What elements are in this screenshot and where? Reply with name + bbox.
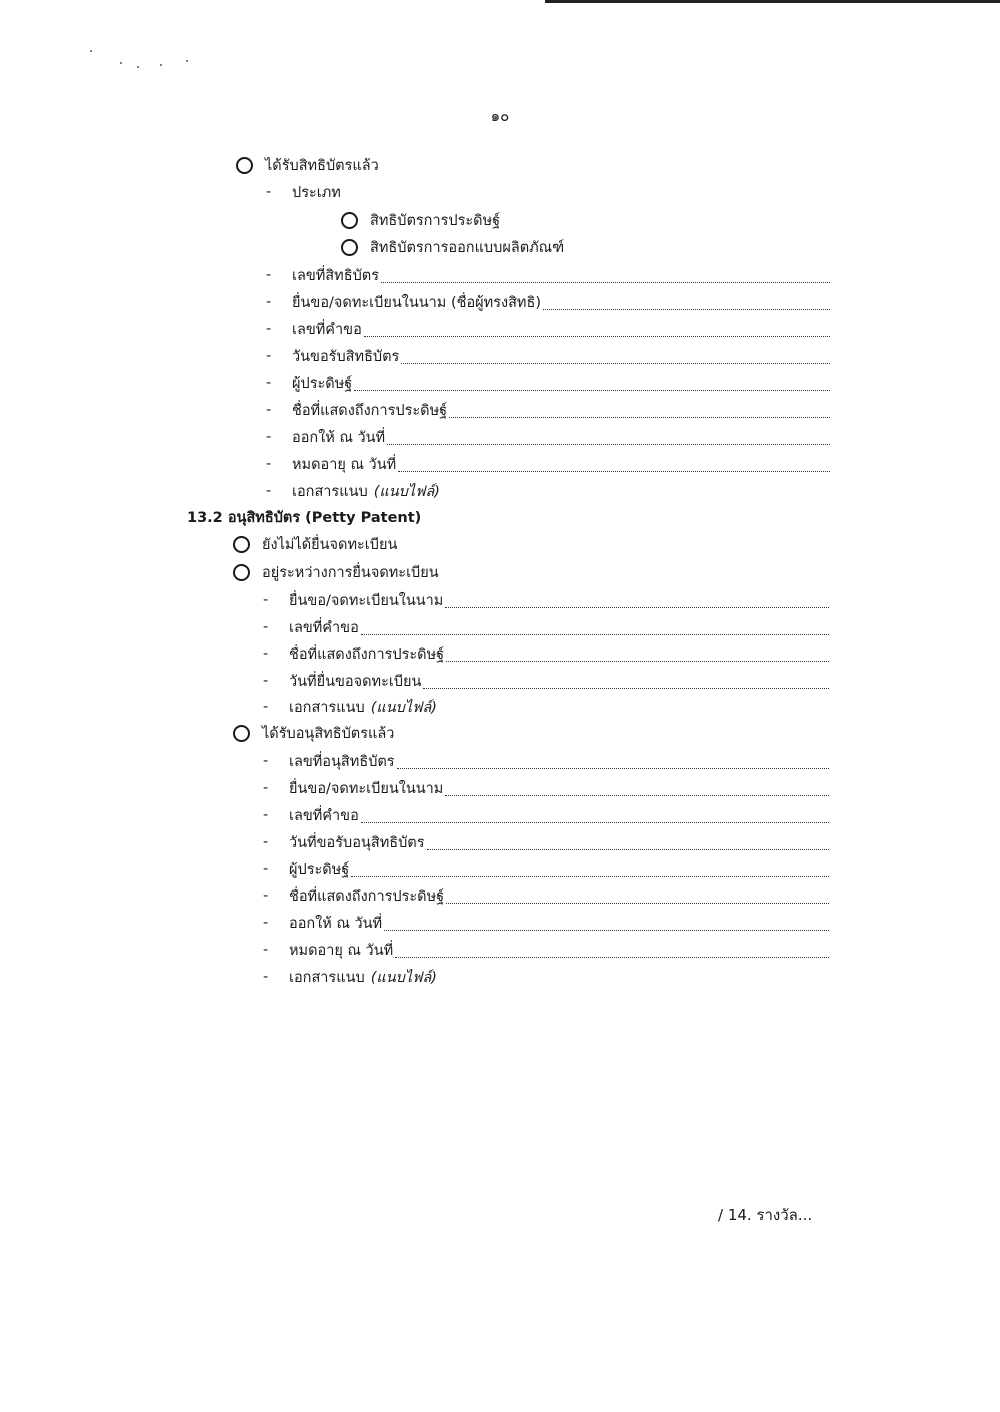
radio-circle-icon[interactable]: [233, 564, 250, 581]
field-label: ยื่นขอ/จดทะเบียนในนาม: [289, 780, 444, 797]
field-label: เลขที่คำขอ: [289, 807, 359, 824]
field-label: ผู้ประดิษฐ์: [289, 861, 350, 878]
field-label: ยื่นขอ/จดทะเบียนในนาม: [289, 592, 444, 609]
fill-in-line[interactable]: [397, 767, 829, 769]
option-design-patent[interactable]: [341, 234, 564, 260]
field-label: ยื่นขอ/จดทะเบียนในนาม (ชื่อผู้ทรงสิทธิ): [292, 294, 541, 311]
fill-in-line[interactable]: [398, 470, 830, 472]
section-heading-petty-patent: 13.2 อนุสิทธิบัตร (Petty Patent): [187, 509, 422, 526]
form-field-registered-owner[interactable]: - ยื่นขอ/จดทะเบียนในนาม (ชื่อผู้ทรงสิทธิ): [266, 289, 830, 315]
form-field-application-number[interactable]: - เลขที่คำขอ: [266, 316, 830, 342]
attachment-note: (แนบไฟล์): [370, 699, 437, 716]
field-label: หมดอายุ ณ วันที่: [292, 456, 397, 473]
fill-in-line[interactable]: [423, 687, 829, 689]
form-field-expiry-date[interactable]: - หมดอายุ ณ วันที่: [266, 451, 830, 477]
continuation-reference: / 14. รางวัล...: [718, 1206, 813, 1224]
form-field-petty-application-number[interactable]: - เลขที่คำขอ: [263, 802, 829, 828]
field-label: ผู้ประดิษฐ์: [292, 375, 353, 392]
fill-in-line[interactable]: [449, 416, 830, 418]
field-label: เอกสารแนบ: [292, 483, 368, 500]
form-field-pending-attachment[interactable]: - เอกสารแนบ (แนบไฟล์): [263, 694, 437, 720]
field-label: เลขที่อนุสิทธิบัตร: [289, 753, 395, 770]
field-label: ชื่อที่แสดงถึงการประดิษฐ์: [292, 402, 448, 419]
scan-top-edge: [545, 0, 1000, 3]
field-label: ชื่อที่แสดงถึงการประดิษฐ์: [289, 888, 445, 905]
fill-in-line[interactable]: [384, 929, 829, 931]
attachment-note: (แนบไฟล์): [370, 969, 437, 986]
field-label: วันที่ยื่นขอจดทะเบียน: [289, 673, 422, 690]
field-label: ออกให้ ณ วันที่: [292, 429, 386, 446]
page-number: ๑๐: [490, 107, 510, 125]
option-label: ได้รับสิทธิบัตรแล้ว: [265, 157, 379, 174]
form-field-pending-owner[interactable]: - ยื่นขอ/จดทะเบียนในนาม: [263, 587, 829, 613]
fill-in-line[interactable]: [395, 956, 829, 958]
radio-circle-icon[interactable]: [233, 725, 250, 742]
form-field-petty-invention-title[interactable]: - ชื่อที่แสดงถึงการประดิษฐ์: [263, 883, 829, 909]
form-field-pending-filing-date[interactable]: - วันที่ยื่นขอจดทะเบียน: [263, 668, 829, 694]
form-field-pending-invention-title[interactable]: - ชื่อที่แสดงถึงการประดิษฐ์: [263, 641, 829, 667]
option-label: สิทธิบัตรการประดิษฐ์: [370, 212, 501, 229]
fill-in-line[interactable]: [381, 281, 830, 283]
field-label: เลขที่คำขอ: [289, 619, 359, 636]
form-field-petty-issue-date[interactable]: - ออกให้ ณ วันที่: [263, 910, 829, 936]
field-label: ชื่อที่แสดงถึงการประดิษฐ์: [289, 646, 445, 663]
scan-speck: [186, 60, 188, 62]
field-label: วันที่ขอรับอนุสิทธิบัตร: [289, 834, 425, 851]
attachment-note: (แนบไฟล์): [373, 483, 440, 500]
form-field-petty-owner[interactable]: - ยื่นขอ/จดทะเบียนในนาม: [263, 775, 829, 801]
form-field-petty-application-date[interactable]: - วันที่ขอรับอนุสิทธิบัตร: [263, 829, 829, 855]
form-field-attachment[interactable]: - เอกสารแนบ (แนบไฟล์): [266, 478, 440, 504]
field-label: เอกสารแนบ: [289, 699, 365, 716]
option-label: ยังไม่ได้ยื่นจดทะเบียน: [262, 536, 398, 553]
form-field-petty-number[interactable]: - เลขที่อนุสิทธิบัตร: [263, 748, 829, 774]
form-field-petty-expiry-date[interactable]: - หมดอายุ ณ วันที่: [263, 937, 829, 963]
option-label: สิทธิบัตรการออกแบบผลิตภัณฑ์: [370, 239, 565, 256]
radio-circle-icon[interactable]: [233, 536, 250, 553]
option-label: ได้รับอนุสิทธิบัตรแล้ว: [262, 725, 395, 742]
fill-in-line[interactable]: [354, 389, 830, 391]
form-field-petty-attachment[interactable]: - เอกสารแนบ (แนบไฟล์): [263, 964, 437, 990]
fill-in-line[interactable]: [445, 794, 829, 796]
fill-in-line[interactable]: [351, 875, 829, 877]
fill-in-line[interactable]: [401, 362, 830, 364]
form-field-issue-date[interactable]: - ออกให้ ณ วันที่: [266, 424, 830, 450]
fill-in-line[interactable]: [387, 443, 830, 445]
form-field-invention-title[interactable]: - ชื่อที่แสดงถึงการประดิษฐ์: [266, 397, 830, 423]
fill-in-line[interactable]: [445, 606, 829, 608]
radio-circle-icon[interactable]: [236, 157, 253, 174]
field-label: หมดอายุ ณ วันที่: [289, 942, 394, 959]
form-field-patent-number[interactable]: - เลขที่สิทธิบัตร: [266, 262, 830, 288]
field-label: เอกสารแนบ: [289, 969, 365, 986]
fill-in-line[interactable]: [361, 821, 829, 823]
fill-in-line[interactable]: [446, 902, 829, 904]
option-label: อยู่ระหว่างการยื่นจดทะเบียน: [262, 564, 439, 581]
patent-type-label: ประเภท: [292, 184, 341, 201]
fill-in-line[interactable]: [427, 848, 829, 850]
fill-in-line[interactable]: [364, 335, 830, 337]
fill-in-line[interactable]: [543, 308, 830, 310]
scan-speck: [90, 50, 92, 52]
option-pending[interactable]: [233, 559, 439, 585]
patent-type-row: - ประเภท: [266, 179, 341, 205]
form-field-petty-inventor[interactable]: - ผู้ประดิษฐ์: [263, 856, 829, 882]
field-label: ออกให้ ณ วันที่: [289, 915, 383, 932]
scan-speck: [120, 62, 122, 64]
option-granted-patent[interactable]: [236, 152, 379, 178]
option-invention-patent[interactable]: [341, 207, 500, 233]
form-field-inventor[interactable]: - ผู้ประดิษฐ์: [266, 370, 830, 396]
form-field-application-date[interactable]: - วันขอรับสิทธิบัตร: [266, 343, 830, 369]
form-field-pending-application-number[interactable]: - เลขที่คำขอ: [263, 614, 829, 640]
fill-in-line[interactable]: [361, 633, 829, 635]
radio-circle-icon[interactable]: [341, 212, 358, 229]
scan-speck: [137, 66, 139, 68]
fill-in-line[interactable]: [446, 660, 829, 662]
field-label: วันขอรับสิทธิบัตร: [292, 348, 400, 365]
option-petty-granted[interactable]: [233, 720, 394, 746]
field-label: เลขที่คำขอ: [292, 321, 362, 338]
option-not-filed[interactable]: [233, 531, 397, 557]
scan-speck: [160, 64, 162, 66]
field-label: เลขที่สิทธิบัตร: [292, 267, 379, 284]
radio-circle-icon[interactable]: [341, 239, 358, 256]
